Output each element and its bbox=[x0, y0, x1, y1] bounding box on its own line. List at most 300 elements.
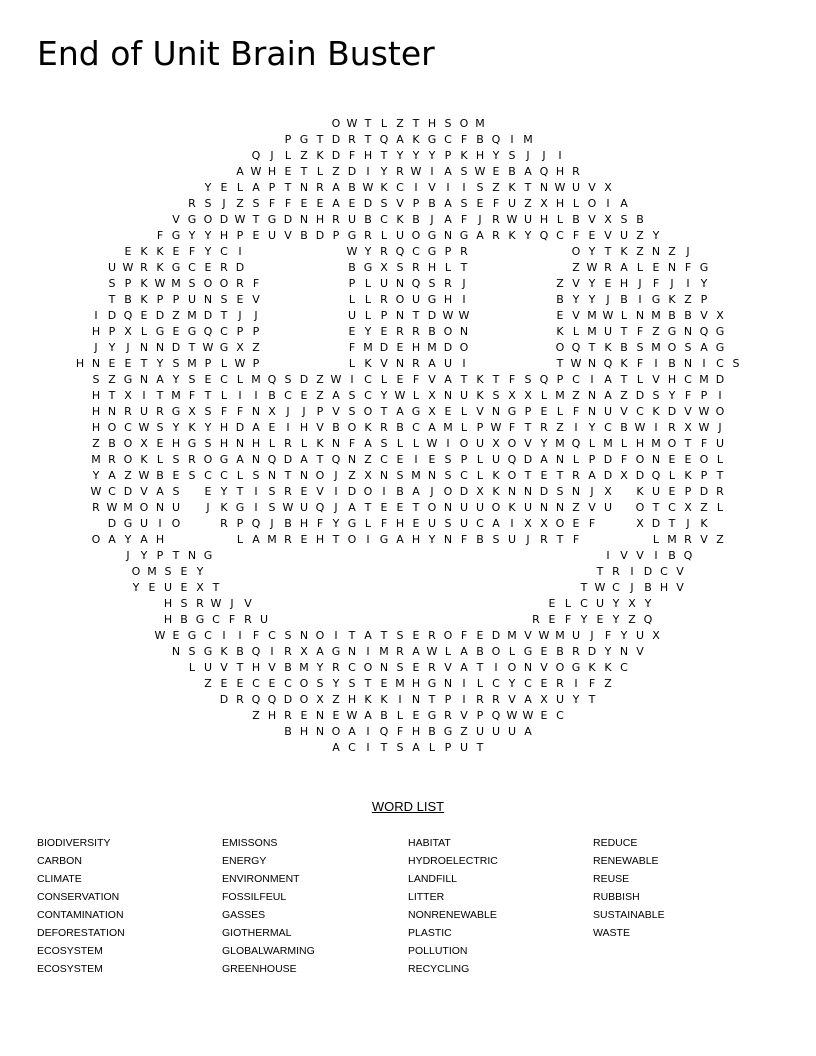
grid-letter: N bbox=[427, 469, 437, 482]
grid-letter: U bbox=[571, 629, 581, 642]
grid-letter: Y bbox=[612, 597, 620, 610]
grid-letter: B bbox=[180, 613, 188, 626]
grid-letter: S bbox=[396, 629, 404, 642]
grid-letter: O bbox=[443, 629, 453, 642]
grid-letter: L bbox=[236, 373, 244, 386]
grid-letter: Q bbox=[491, 709, 501, 722]
grid-letter: H bbox=[267, 709, 277, 722]
grid-letter: N bbox=[443, 229, 453, 242]
grid-letter: T bbox=[188, 341, 196, 354]
grid-letter: T bbox=[620, 373, 628, 386]
grid-letter: S bbox=[252, 469, 260, 482]
grid-letter: D bbox=[491, 629, 501, 642]
grid-letter: I bbox=[702, 357, 706, 370]
grid-letter: B bbox=[428, 325, 436, 338]
grid-letter: D bbox=[235, 261, 245, 274]
grid-letter: I bbox=[462, 293, 466, 306]
grid-letter: A bbox=[524, 165, 532, 178]
grid-letter: O bbox=[587, 197, 597, 210]
grid-letter: O bbox=[491, 645, 501, 658]
grid-letter: C bbox=[220, 373, 228, 386]
grid-letter: L bbox=[364, 277, 372, 290]
grid-letter: L bbox=[236, 533, 244, 546]
grid-letter: G bbox=[507, 405, 517, 418]
grid-letter: W bbox=[282, 501, 294, 514]
grid-letter: Z bbox=[684, 293, 692, 306]
grid-letter: A bbox=[252, 181, 260, 194]
grid-letter: T bbox=[460, 261, 468, 274]
grid-letter: C bbox=[124, 421, 132, 434]
grid-letter: X bbox=[540, 197, 548, 210]
grid-letter: N bbox=[443, 501, 453, 514]
grid-letter: G bbox=[427, 293, 437, 306]
grid-letter: Z bbox=[300, 149, 308, 162]
grid-letter: I bbox=[606, 549, 610, 562]
grid-letter: P bbox=[108, 325, 116, 338]
grid-letter: I bbox=[254, 485, 258, 498]
grid-letter: O bbox=[459, 437, 469, 450]
grid-letter: K bbox=[636, 485, 644, 498]
grid-letter: C bbox=[348, 661, 356, 674]
grid-letter: E bbox=[236, 677, 244, 690]
grid-letter: I bbox=[574, 421, 578, 434]
grid-letter: S bbox=[636, 341, 644, 354]
grid-letter: F bbox=[460, 133, 468, 146]
grid-letter: T bbox=[380, 741, 388, 754]
grid-letter: V bbox=[588, 181, 596, 194]
grid-letter: T bbox=[652, 501, 660, 514]
grid-letter: I bbox=[686, 277, 690, 290]
grid-letter: B bbox=[428, 725, 436, 738]
grid-letter: R bbox=[572, 645, 580, 658]
grid-letter: Y bbox=[412, 149, 420, 162]
grid-letter: W bbox=[698, 405, 710, 418]
grid-letter: I bbox=[142, 389, 146, 402]
grid-letter: X bbox=[268, 405, 276, 418]
grid-letter: Z bbox=[604, 677, 612, 690]
grid-letter: J bbox=[526, 149, 530, 162]
grid-letter: W bbox=[394, 389, 406, 402]
grid-letter: B bbox=[396, 421, 404, 434]
grid-letter: E bbox=[396, 453, 404, 466]
grid-letter: F bbox=[156, 229, 164, 242]
grid-letter: E bbox=[396, 373, 404, 386]
grid-letter: C bbox=[108, 485, 116, 498]
word-list-item: RECYCLING bbox=[408, 963, 470, 975]
grid-letter: N bbox=[299, 181, 309, 194]
grid-letter: N bbox=[347, 645, 357, 658]
grid-letter: T bbox=[300, 165, 308, 178]
grid-letter: D bbox=[651, 517, 661, 530]
word-list-item: GLOBALWARMING bbox=[222, 945, 315, 957]
grid-letter: R bbox=[332, 661, 340, 674]
grid-letter: L bbox=[636, 373, 644, 386]
grid-letter: O bbox=[171, 517, 181, 530]
grid-letter: G bbox=[667, 325, 677, 338]
grid-letter: E bbox=[572, 517, 580, 530]
grid-letter: Q bbox=[643, 613, 653, 626]
grid-letter: Y bbox=[428, 149, 436, 162]
grid-letter: R bbox=[572, 165, 580, 178]
grid-letter: B bbox=[284, 725, 292, 738]
grid-letter: H bbox=[219, 421, 229, 434]
word-list-item: GIOTHERMAL bbox=[222, 927, 292, 939]
grid-letter: U bbox=[459, 741, 469, 754]
grid-letter: T bbox=[476, 741, 484, 754]
grid-letter: W bbox=[330, 373, 342, 386]
grid-letter: F bbox=[188, 245, 196, 258]
grid-letter: C bbox=[444, 133, 452, 146]
grid-letter: F bbox=[636, 325, 644, 338]
grid-letter: E bbox=[396, 501, 404, 514]
grid-letter: L bbox=[348, 357, 356, 370]
grid-letter: D bbox=[523, 453, 533, 466]
grid-letter: B bbox=[620, 293, 628, 306]
grid-letter: M bbox=[475, 117, 485, 130]
grid-letter: F bbox=[348, 149, 356, 162]
grid-letter: T bbox=[588, 693, 596, 706]
grid-letter: L bbox=[380, 373, 388, 386]
grid-letter: C bbox=[556, 709, 564, 722]
word-list-item: BIODIVERSITY bbox=[37, 837, 111, 849]
grid-letter: I bbox=[334, 629, 338, 642]
grid-letter: P bbox=[124, 277, 132, 290]
grid-letter: L bbox=[652, 533, 660, 546]
grid-letter: S bbox=[444, 517, 452, 530]
grid-letter: R bbox=[444, 277, 452, 290]
grid-letter: E bbox=[412, 629, 420, 642]
grid-letter: F bbox=[348, 437, 356, 450]
grid-letter: A bbox=[236, 165, 244, 178]
grid-letter: E bbox=[412, 517, 420, 530]
grid-letter: Y bbox=[364, 245, 372, 258]
grid-letter: O bbox=[443, 485, 453, 498]
grid-letter: C bbox=[476, 517, 484, 530]
grid-letter: X bbox=[524, 389, 532, 402]
grid-letter: X bbox=[196, 581, 204, 594]
grid-letter: U bbox=[459, 501, 469, 514]
grid-letter: H bbox=[155, 533, 165, 546]
grid-letter: C bbox=[212, 613, 220, 626]
grid-letter: I bbox=[494, 661, 498, 674]
grid-letter: X bbox=[316, 693, 324, 706]
grid-letter: W bbox=[234, 357, 246, 370]
grid-letter: A bbox=[364, 437, 372, 450]
grid-letter: O bbox=[123, 437, 133, 450]
grid-letter: N bbox=[267, 469, 277, 482]
grid-letter: S bbox=[188, 469, 196, 482]
grid-letter: Y bbox=[364, 325, 372, 338]
grid-letter: R bbox=[572, 469, 580, 482]
grid-letter: Z bbox=[572, 261, 580, 274]
grid-letter: N bbox=[683, 357, 693, 370]
grid-letter: U bbox=[603, 405, 613, 418]
grid-letter: N bbox=[523, 485, 533, 498]
grid-letter: T bbox=[556, 469, 564, 482]
grid-letter: Y bbox=[172, 421, 180, 434]
grid-letter: E bbox=[172, 325, 180, 338]
grid-letter: I bbox=[350, 373, 354, 386]
grid-letter: J bbox=[630, 581, 634, 594]
grid-letter: Z bbox=[252, 341, 260, 354]
grid-letter: F bbox=[508, 373, 516, 386]
grid-letter: L bbox=[620, 437, 628, 450]
grid-letter: G bbox=[155, 325, 165, 338]
word-list-column-2 bbox=[222, 834, 402, 978]
grid-letter: V bbox=[316, 485, 324, 498]
grid-letter: E bbox=[668, 485, 676, 498]
grid-letter: A bbox=[396, 533, 404, 546]
grid-letter: T bbox=[364, 677, 372, 690]
word-list-column-1 bbox=[37, 834, 217, 978]
grid-letter: A bbox=[140, 533, 148, 546]
grid-letter: Z bbox=[332, 693, 340, 706]
grid-letter: K bbox=[380, 181, 388, 194]
grid-letter: G bbox=[219, 341, 229, 354]
grid-letter: K bbox=[188, 421, 196, 434]
grid-letter: D bbox=[203, 309, 213, 322]
grid-letter: K bbox=[476, 373, 484, 386]
grid-letter: O bbox=[299, 693, 309, 706]
grid-letter: O bbox=[555, 661, 565, 674]
grid-letter: Q bbox=[507, 453, 517, 466]
grid-letter: M bbox=[587, 325, 597, 338]
grid-letter: Q bbox=[251, 149, 261, 162]
grid-letter: L bbox=[476, 677, 484, 690]
word-list-item: GASSES bbox=[222, 909, 266, 921]
grid-letter: I bbox=[510, 133, 514, 146]
grid-letter: N bbox=[523, 661, 533, 674]
grid-letter: A bbox=[108, 469, 116, 482]
grid-letter: N bbox=[587, 357, 597, 370]
grid-letter: O bbox=[315, 629, 325, 642]
grid-letter: D bbox=[331, 133, 341, 146]
grid-letter: J bbox=[542, 149, 546, 162]
grid-letter: A bbox=[460, 661, 468, 674]
grid-letter: G bbox=[571, 661, 581, 674]
grid-letter: H bbox=[171, 437, 181, 450]
grid-letter: N bbox=[587, 405, 597, 418]
grid-letter: D bbox=[107, 309, 117, 322]
grid-letter: J bbox=[222, 197, 226, 210]
grid-letter: A bbox=[332, 389, 340, 402]
grid-letter: H bbox=[411, 677, 421, 690]
grid-letter: R bbox=[684, 533, 692, 546]
grid-letter: Y bbox=[124, 533, 132, 546]
grid-letter: E bbox=[492, 165, 500, 178]
grid-letter: B bbox=[380, 709, 388, 722]
grid-letter: K bbox=[604, 341, 612, 354]
grid-letter: R bbox=[124, 405, 132, 418]
grid-letter: U bbox=[475, 725, 485, 738]
grid-letter: U bbox=[603, 325, 613, 338]
grid-letter: A bbox=[348, 501, 356, 514]
grid-letter: A bbox=[428, 357, 436, 370]
grid-letter: I bbox=[270, 645, 274, 658]
grid-letter: B bbox=[236, 645, 244, 658]
grid-letter: S bbox=[476, 181, 484, 194]
grid-letter: Q bbox=[203, 325, 213, 338]
grid-letter: L bbox=[364, 517, 372, 530]
grid-letter: P bbox=[556, 373, 564, 386]
grid-letter: G bbox=[427, 709, 437, 722]
grid-letter: Q bbox=[395, 245, 405, 258]
grid-letter: Y bbox=[196, 565, 204, 578]
grid-letter: N bbox=[443, 533, 453, 546]
grid-letter: P bbox=[444, 245, 452, 258]
grid-letter: L bbox=[444, 645, 452, 658]
grid-letter: A bbox=[540, 453, 548, 466]
grid-letter: W bbox=[202, 341, 214, 354]
grid-letter: T bbox=[108, 389, 116, 402]
grid-letter: P bbox=[172, 293, 180, 306]
grid-letter: F bbox=[572, 229, 580, 242]
grid-letter: M bbox=[555, 389, 565, 402]
grid-letter: A bbox=[604, 373, 612, 386]
grid-letter: F bbox=[236, 405, 244, 418]
grid-letter: K bbox=[588, 661, 596, 674]
grid-letter: N bbox=[251, 405, 261, 418]
grid-letter: K bbox=[316, 149, 324, 162]
grid-letter: I bbox=[446, 437, 450, 450]
grid-letter: V bbox=[636, 549, 644, 562]
grid-letter: M bbox=[171, 277, 181, 290]
grid-letter: Y bbox=[572, 293, 580, 306]
grid-letter: S bbox=[284, 629, 292, 642]
grid-letter: N bbox=[635, 309, 645, 322]
grid-letter: V bbox=[676, 581, 684, 594]
grid-letter: A bbox=[108, 533, 116, 546]
grid-letter: S bbox=[396, 741, 404, 754]
grid-letter: E bbox=[204, 261, 212, 274]
grid-letter: M bbox=[91, 453, 101, 466]
grid-letter: V bbox=[428, 181, 436, 194]
grid-letter: J bbox=[526, 533, 530, 546]
grid-letter: U bbox=[203, 661, 213, 674]
grid-letter: J bbox=[94, 341, 98, 354]
grid-letter: O bbox=[459, 341, 469, 354]
grid-letter: U bbox=[507, 533, 517, 546]
grid-letter: S bbox=[348, 405, 356, 418]
grid-letter: B bbox=[364, 213, 372, 226]
grid-letter: N bbox=[139, 341, 149, 354]
grid-letter: D bbox=[315, 229, 325, 242]
grid-letter: E bbox=[140, 309, 148, 322]
grid-letter: R bbox=[668, 421, 676, 434]
grid-letter: W bbox=[458, 309, 470, 322]
grid-letter: L bbox=[636, 261, 644, 274]
grid-letter: J bbox=[206, 501, 210, 514]
grid-letter: P bbox=[236, 325, 244, 338]
grid-letter: N bbox=[203, 293, 213, 306]
grid-letter: A bbox=[156, 373, 164, 386]
grid-letter: Z bbox=[572, 389, 580, 402]
grid-letter: Z bbox=[636, 245, 644, 258]
grid-letter: T bbox=[428, 693, 436, 706]
grid-letter: C bbox=[204, 469, 212, 482]
grid-letter: M bbox=[699, 373, 709, 386]
grid-letter: W bbox=[154, 277, 166, 290]
grid-letter: Y bbox=[396, 149, 404, 162]
grid-letter: Q bbox=[539, 229, 549, 242]
grid-letter: P bbox=[700, 469, 708, 482]
grid-letter: R bbox=[492, 213, 500, 226]
grid-letter: T bbox=[156, 389, 164, 402]
grid-letter: L bbox=[412, 437, 420, 450]
grid-letter: N bbox=[683, 325, 693, 338]
grid-letter: Q bbox=[571, 341, 581, 354]
grid-letter: Q bbox=[699, 325, 709, 338]
grid-letter: C bbox=[716, 357, 724, 370]
grid-letter: I bbox=[366, 533, 370, 546]
grid-letter: W bbox=[522, 709, 534, 722]
grid-letter: O bbox=[131, 565, 141, 578]
grid-letter: B bbox=[668, 309, 676, 322]
grid-letter: S bbox=[396, 469, 404, 482]
grid-letter: Y bbox=[188, 229, 196, 242]
grid-letter: Z bbox=[364, 453, 372, 466]
grid-letter: N bbox=[395, 277, 405, 290]
grid-letter: Z bbox=[460, 725, 468, 738]
grid-letter: C bbox=[612, 581, 620, 594]
grid-letter: F bbox=[412, 373, 420, 386]
grid-letter: Q bbox=[331, 453, 341, 466]
grid-letter: W bbox=[106, 501, 118, 514]
grid-letter: I bbox=[158, 517, 162, 530]
grid-letter: D bbox=[379, 341, 389, 354]
grid-letter: U bbox=[507, 197, 517, 210]
grid-letter: X bbox=[380, 261, 388, 274]
grid-letter: O bbox=[667, 437, 677, 450]
grid-letter: N bbox=[571, 485, 581, 498]
grid-letter: J bbox=[478, 213, 482, 226]
grid-letter: I bbox=[462, 693, 466, 706]
grid-letter: D bbox=[123, 485, 133, 498]
grid-letter: R bbox=[380, 245, 388, 258]
grid-letter: M bbox=[363, 341, 373, 354]
word-list-item: POLLUTION bbox=[408, 945, 468, 957]
grid-letter: F bbox=[460, 629, 468, 642]
grid-letter: Q bbox=[251, 645, 261, 658]
grid-letter: T bbox=[316, 133, 324, 146]
grid-letter: F bbox=[572, 533, 580, 546]
grid-letter: R bbox=[396, 645, 404, 658]
grid-letter: G bbox=[443, 725, 453, 738]
grid-letter: C bbox=[252, 677, 260, 690]
word-list-item: HYDROELECTRIC bbox=[408, 855, 498, 867]
grid-letter: Z bbox=[620, 389, 628, 402]
grid-letter: F bbox=[492, 197, 500, 210]
grid-letter: D bbox=[347, 165, 357, 178]
grid-letter: A bbox=[396, 133, 404, 146]
grid-letter: L bbox=[188, 661, 196, 674]
grid-letter: O bbox=[315, 469, 325, 482]
grid-letter: S bbox=[396, 261, 404, 274]
grid-letter: I bbox=[590, 373, 594, 386]
grid-letter: L bbox=[140, 325, 148, 338]
grid-letter: L bbox=[476, 469, 484, 482]
grid-letter: R bbox=[284, 533, 292, 546]
grid-letter: M bbox=[603, 437, 613, 450]
grid-letter: A bbox=[492, 517, 500, 530]
grid-letter: Y bbox=[172, 373, 180, 386]
grid-letter: T bbox=[364, 117, 372, 130]
grid-letter: N bbox=[539, 501, 549, 514]
grid-letter: C bbox=[364, 373, 372, 386]
grid-letter: N bbox=[555, 453, 565, 466]
word-search-grid bbox=[0, 116, 816, 756]
grid-letter: V bbox=[332, 405, 340, 418]
